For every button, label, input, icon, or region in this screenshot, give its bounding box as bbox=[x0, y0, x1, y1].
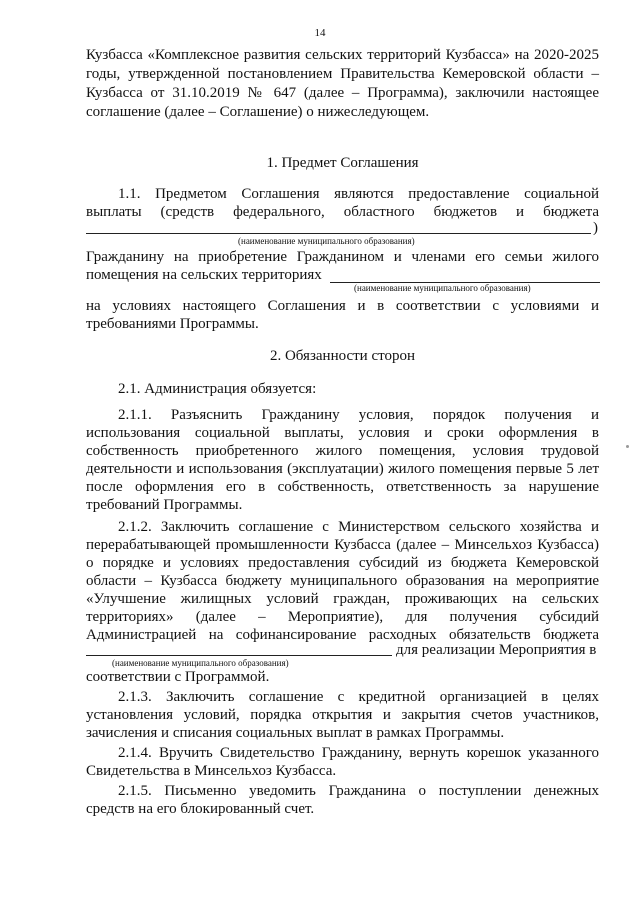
intro-line: Кузбасса «Комплексное развития сельских территорий Кузбасса» на 2020-2025 bbox=[86, 47, 599, 63]
municipality-caption: (наименование муниципального образования) bbox=[354, 283, 531, 293]
clause-2-1-1-line: после оформления его в собственность, ответственность за нарушение bbox=[86, 479, 599, 495]
intro-line: Кузбасса от 31.10.2019 № 647 (далее – Программа), заключили настоящее bbox=[86, 85, 599, 101]
clause-2-1: 2.1. Администрация обязуется: bbox=[118, 381, 317, 397]
clause-2-1-4-line: Свидетельства в Минсельхоз Кузбасса. bbox=[86, 763, 337, 779]
section1-heading: 1. Предмет Соглашения bbox=[266, 155, 419, 171]
clause-2-1-1-line: требований Программы. bbox=[86, 497, 243, 513]
clause-2-1-1-line: 2.1.1. Разъяснить Гражданину условия, порядок получения и bbox=[118, 407, 599, 423]
clause-2-1-2-line: перерабатывающей промышленности Кузбасса (далее – Минсельхоз Кузбасса) bbox=[86, 537, 599, 553]
clause-2-1-2-line: 2.1.2. Заключить соглашение с Министерством сельского хозяйства и bbox=[118, 519, 599, 535]
intro-line: годы, утвержденной постановлением Правительства Кемеровской области – bbox=[86, 66, 599, 82]
clause-1-1-line: помещения на сельских территориях bbox=[86, 267, 322, 283]
municipality-blank-line bbox=[86, 655, 392, 656]
municipality-caption: (наименование муниципального образования) bbox=[238, 236, 415, 246]
municipality-caption: (наименование муниципального образования) bbox=[112, 658, 289, 668]
clause-2-1-2-line: области – Кузбасса бюджету муниципального образования на мероприятие bbox=[86, 573, 599, 589]
clause-2-1-2-line: «Улучшение жилищных условий граждан, проживающих на сельских bbox=[86, 591, 599, 607]
paren-close: ) bbox=[593, 220, 598, 236]
clause-2-1-5-line: средств на его блокированный счет. bbox=[86, 801, 315, 817]
page-number: 14 bbox=[314, 27, 326, 39]
intro-line: соглашение (далее – Соглашение) о нижеследующем. bbox=[86, 104, 430, 120]
clause-2-1-1-line: использования социальной выплаты, условия и сроки оформления в bbox=[86, 425, 599, 441]
clause-1-1-line: выплаты (средств федерального, областного бюджетов и бюджета bbox=[86, 204, 599, 220]
clause-2-1-2-line: соответствии с Программой. bbox=[86, 669, 270, 685]
clause-2-1-2-line: Администрацией на софинансирование расходных обязательств бюджета bbox=[86, 627, 599, 643]
clause-2-1-3-line: установления условий, порядка открытия и закрытия счетов участников, bbox=[86, 707, 599, 723]
clause-1-1-line: на условиях настоящего Соглашения и в соответствии с условиями и bbox=[86, 298, 599, 314]
section2-heading: 2. Обязанности сторон bbox=[269, 348, 416, 364]
clause-2-1-1-line: деятельности и использования (эксплуатации) жилого помещения первые 5 лет bbox=[86, 461, 599, 477]
clause-2-1-2-tail: для реализации Мероприятия в bbox=[396, 642, 597, 658]
clause-2-1-3-line: 2.1.3. Заключить соглашение с кредитной организацией в целях bbox=[118, 689, 599, 705]
clause-2-1-2-line: о порядке и условиях предоставления субсидий из бюджета Кемеровской bbox=[86, 555, 599, 571]
clause-2-1-4-line: 2.1.4. Вручить Свидетельство Гражданину, вернуть корешок указанного bbox=[118, 745, 599, 761]
clause-2-1-2-line: территориях» (далее – Мероприятие), для получения субсидий bbox=[86, 609, 599, 625]
clause-1-1-line: Гражданину на приобретение Гражданином и членами его семьи жилого bbox=[86, 249, 599, 265]
clause-1-1-line: 1.1. Предметом Соглашения являются предоставление социальной bbox=[118, 186, 599, 202]
clause-1-1-line: требованиями Программы. bbox=[86, 316, 259, 332]
clause-2-1-3-line: зачисления и списания социальных выплат в рамках Программы. bbox=[86, 725, 505, 741]
clause-2-1-1-line: собственность приобретенного жилого помещения, условия трудовой bbox=[86, 443, 599, 459]
scan-speck bbox=[626, 445, 629, 448]
municipality-blank-line bbox=[86, 233, 591, 234]
clause-2-1-5-line: 2.1.5. Письменно уведомить Гражданина о поступлении денежных bbox=[118, 783, 599, 799]
